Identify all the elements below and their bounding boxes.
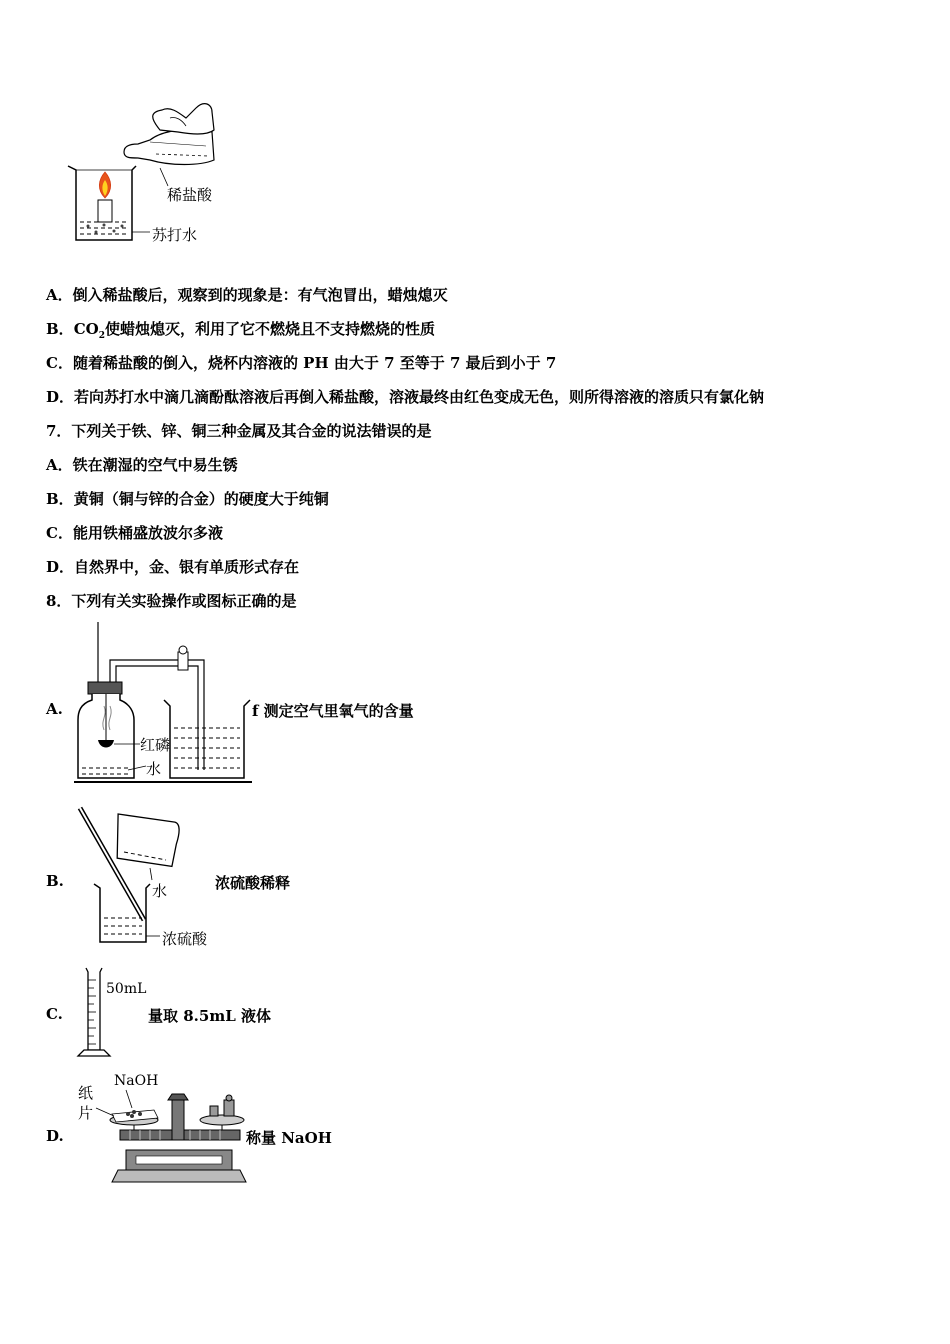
option-caption: 量取 8.5mL 液体 [148,1007,271,1025]
option-letter: D． [46,558,75,576]
option-text: 铁在潮湿的空气中易生锈 [72,456,238,474]
option-letter: A． [46,286,73,304]
option-letter: C. [46,1005,63,1023]
option-letter: B． [46,490,74,508]
label-naoh: NaOH [114,1073,159,1089]
option-letter: A． [46,456,73,474]
option-letter: C． [46,354,73,372]
option-caption: 浓硫酸稀释 [215,874,291,892]
option-text-post: 使蜡烛熄灭，利用了它不燃烧且不支持燃烧的性质 [104,320,435,338]
option-letter: B． [46,320,74,338]
option-letter: D. [46,1127,64,1145]
option-text-pre: CO [73,320,99,338]
label-water: 水 [152,882,168,900]
option-text: 随着稀盐酸的倒入，烧杯内溶液的 PH 由大于 7 至等于 7 最后到小于 7 [72,354,557,372]
option-text: 自然界中，金、银有单质形式存在 [74,558,300,576]
label-water: 水 [146,760,162,778]
option-text-sub: 2 [98,331,105,341]
option-letter: A. [46,700,63,718]
q8-stem: 8．下列有关实验操作或图标正确的是 [46,592,297,610]
label-soda-water: 苏打水 [152,226,198,244]
option-text: 黄铜（铜与锌的合金）的硬度大于纯铜 [73,490,329,508]
option-letter: C． [46,524,73,542]
label-paper-2: 片 [78,1104,94,1122]
option-letter: B. [46,872,64,890]
option-text: 若向苏打水中滴几滴酚酞溶液后再倒入稀盐酸，溶液最终由红色变成无色，则所得溶液的溶质只有氯化钠 [74,388,765,406]
option-caption: 称量 NaOH [246,1129,332,1147]
option-caption: f 测定空气里氧气的含量 [252,702,414,720]
label-paper-1: 纸 [78,1084,94,1102]
label-dilute-hcl: 稀盐酸 [167,186,213,204]
label-conc-sulfuric-acid: 浓硫酸 [162,930,208,948]
option-text: 倒入稀盐酸后，观察到的现象是：有气泡冒出，蜡烛熄灭 [72,286,448,304]
option-letter: D． [46,388,75,406]
label-red-phosphorus: 红磷 [140,736,171,754]
option-text: 能用铁桶盛放波尔多液 [72,524,223,542]
q7-stem: 7．下列关于铁、锌、铜三种金属及其合金的说法错误的是 [46,422,432,440]
label-50ml: 50mL [106,981,147,997]
